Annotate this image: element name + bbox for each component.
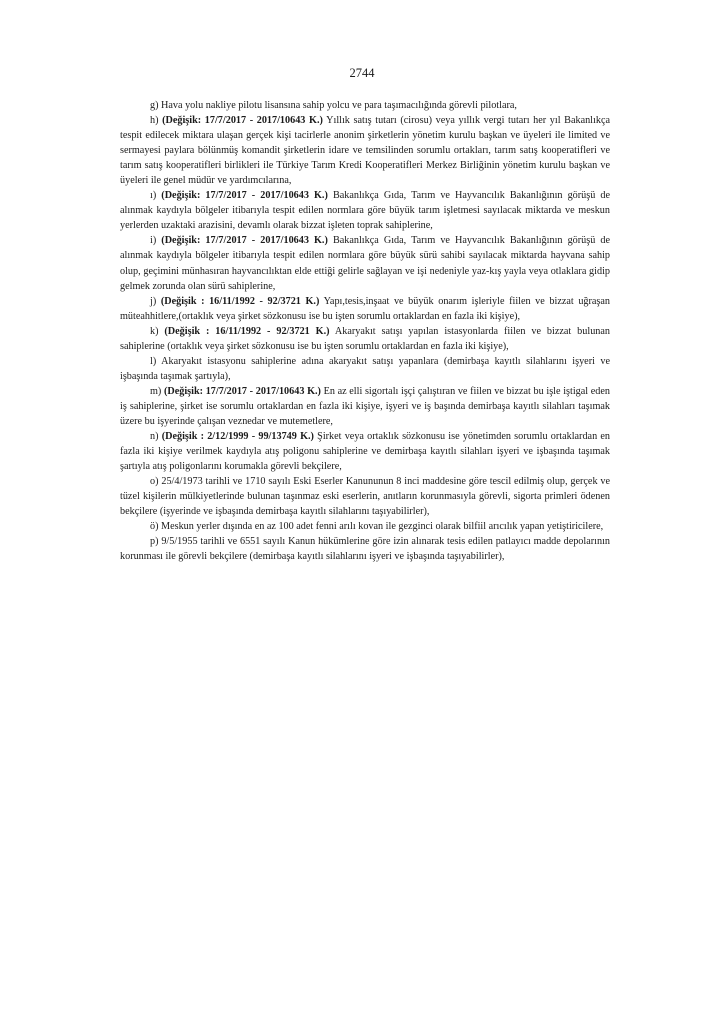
paragraph-text: En az elli sigortalı işçi çalıştıran ve fiilen ve bizzat bu işle iştigal eden iş sahiplerine, şirket ise sorumlu ortaklardan en fazla iki kişiye, işyeri ve iş başında demirbaşa kayıtlı silahları taşımak üzere bu işyerinde çalışan veznedar ve mutemetlere, <box>120 385 610 427</box>
paragraph-i <box>120 233 610 293</box>
amendment-note: (Değişik: 17/7/2017 - 2017/10643 K.) <box>163 385 321 397</box>
paragraph-text: Yıllık satış tutarı (cirosu) veya yıllık vergi tutarı her yıl Bakanlıkça tespit edilecek miktara ulaşan gerçek kişi tacirlerle anonim şirketlerin yönetim kurulu başkan ve üyeleri ile limited ve sermayesi paylara bölünmüş komandit şirketlerin idare ve temsilinden sorumlu ortakları, tarım satış kooperatifleri ve tarım satış kooperatifleri birlikleri ile Türkiye Tarım Kredi Kooperatifleri Merkez Birliğinin yönetim kurulu başkan ve üyeleri ile genel müdür ve yardımcılarına, <box>120 115 610 187</box>
paragraph-l <box>120 354 610 384</box>
paragraph-text: 25/4/1973 tarihli ve 1710 sayılı Eski Eserler Kanununun 8 inci maddesine göre tescil edilmiş olup, gerçek ve tüzel kişilerin mülkiyetlerinde bulunan taşınmaz eski eserlerin, anıtların korunmasıyla görevli, sigorta primleri ödenen bekçilere (işyerinde ve işbaşında demirbaşa kayıtlı silahlarını taşıyabilirler), <box>120 476 610 518</box>
paragraph-text: Akaryakıt satışı yapılan istasyonlarda fiilen ve bizzat bulunan sahiplerine (ortaklık veya şirket sözkonusu ise bu işten sorumlu ortaklardan en fazla iki kişiye), <box>120 325 610 352</box>
paragraph-m <box>120 384 610 429</box>
item-prefix: m) <box>150 385 164 397</box>
paragraph-ı <box>120 188 610 233</box>
item-prefix: ı) <box>150 190 162 202</box>
paragraph-p <box>120 534 610 564</box>
paragraph-text: Şirket veya ortaklık sözkonusu ise yönetimden sorumlu ortaklardan en fazla iki kişiye verilmek kaydıyla atış poligonu sahiplerine ve demirbaşa kayıtlı silahları işyeri ve işbaşında taşımak şartıyla atış poligonlarını korumakla görevli bekçilere, <box>120 431 610 473</box>
amendment-note: (Değişik : 16/11/1992 - 92/3721 K.) <box>160 295 320 307</box>
item-prefix: h) <box>150 115 163 127</box>
paragraph-text: Hava yolu nakliye pilotu lisansına sahip yolcu ve para taşımacılığında görevli pilotlara, <box>161 100 517 111</box>
page-number: 2744 <box>349 66 375 80</box>
paragraph-text: Bakanlıkça Gıda, Tarım ve Hayvancılık Bakanlığının görüşü de alınmak kaydıyla bölgeler itibarıyla tespit edilen normlara göre büyük sürü sahibi sayılacak miktarda hayvana sahip olup, geçimini münhasıran hayvancılıktan elde ettiği gelirle sağlayan ve işi nedeniyle yaz-kış yayla veya otlaklara gidip gelmek zorunda olan sürü sahiplerine, <box>120 235 610 292</box>
item-prefix: ö) <box>150 521 162 533</box>
amendment-note: (Değişik: 17/7/2017 - 2017/10643 K.) <box>161 190 328 202</box>
amendment-note: (Değişik : 2/12/1999 - 99/13749 K.) <box>161 431 314 443</box>
paragraph-text: Meskun yerler dışında en az 100 adet fenni arılı kovan ile gezginci olarak bilfiil arıcılık yapan yetiştiricilere, <box>161 521 604 533</box>
item-prefix: g) <box>150 100 162 111</box>
paragraph-h <box>120 113 610 188</box>
item-prefix: j) <box>150 295 161 307</box>
paragraph-k <box>120 324 610 354</box>
paragraph-o <box>120 474 610 519</box>
item-prefix: p) <box>150 536 162 548</box>
item-prefix: l) <box>150 355 162 367</box>
item-prefix: k) <box>150 325 165 337</box>
paragraph-text: Bakanlıkça Gıda, Tarım ve Hayvancılık Bakanlığının görüşü de alınmak kaydıyla bölgeler itibarıyla tespit edilen normlara göre büyük tarım işletmesi sayılacak miktarda ve meskun yerlerden uzaktaki arazisini, devamlı olarak bizzat işleten toprak sahiplerine, <box>120 190 610 232</box>
paragraph-text: Yapı,tesis,inşaat ve büyük onarım işleriyle fiilen ve bizzat uğraşan müteahhitlere,(ortaklık veya şirket sözkonusu ise bu işten sorumlu ortaklardan en fazla iki kişiye), <box>120 295 611 322</box>
body-text <box>120 98 610 564</box>
paragraph-n <box>120 429 610 474</box>
amendment-note: (Değişik: 17/7/2017 - 2017/10643 K.) <box>162 115 323 127</box>
item-prefix: n) <box>150 431 162 443</box>
paragraph-g <box>120 98 610 113</box>
item-prefix: o) <box>150 476 162 488</box>
paragraph-ö <box>120 519 610 534</box>
paragraph-j <box>120 294 610 324</box>
amendment-note: (Değişik : 16/11/1992 - 92/3721 K.) <box>164 325 330 337</box>
paragraph-text: 9/5/1955 tarihli ve 6551 sayılı Kanun hükümlerine göre izin alınarak tesis edilen patlayıcı madde depolarının korunması ile görevli bekçilere (demirbaşa kayıtlı silahlarını işyeri ve işbaşında taşıyabilirler), <box>120 536 610 563</box>
paragraph-text: Akaryakıt istasyonu sahiplerine adına akaryakıt satışı yapanlara (demirbaşa kayıtlı silahlarını işyeri ve işbaşında taşımak şartıyla), <box>120 355 610 382</box>
item-prefix: i) <box>150 235 162 247</box>
amendment-note: (Değişik: 17/7/2017 - 2017/10643 K.) <box>161 235 328 247</box>
